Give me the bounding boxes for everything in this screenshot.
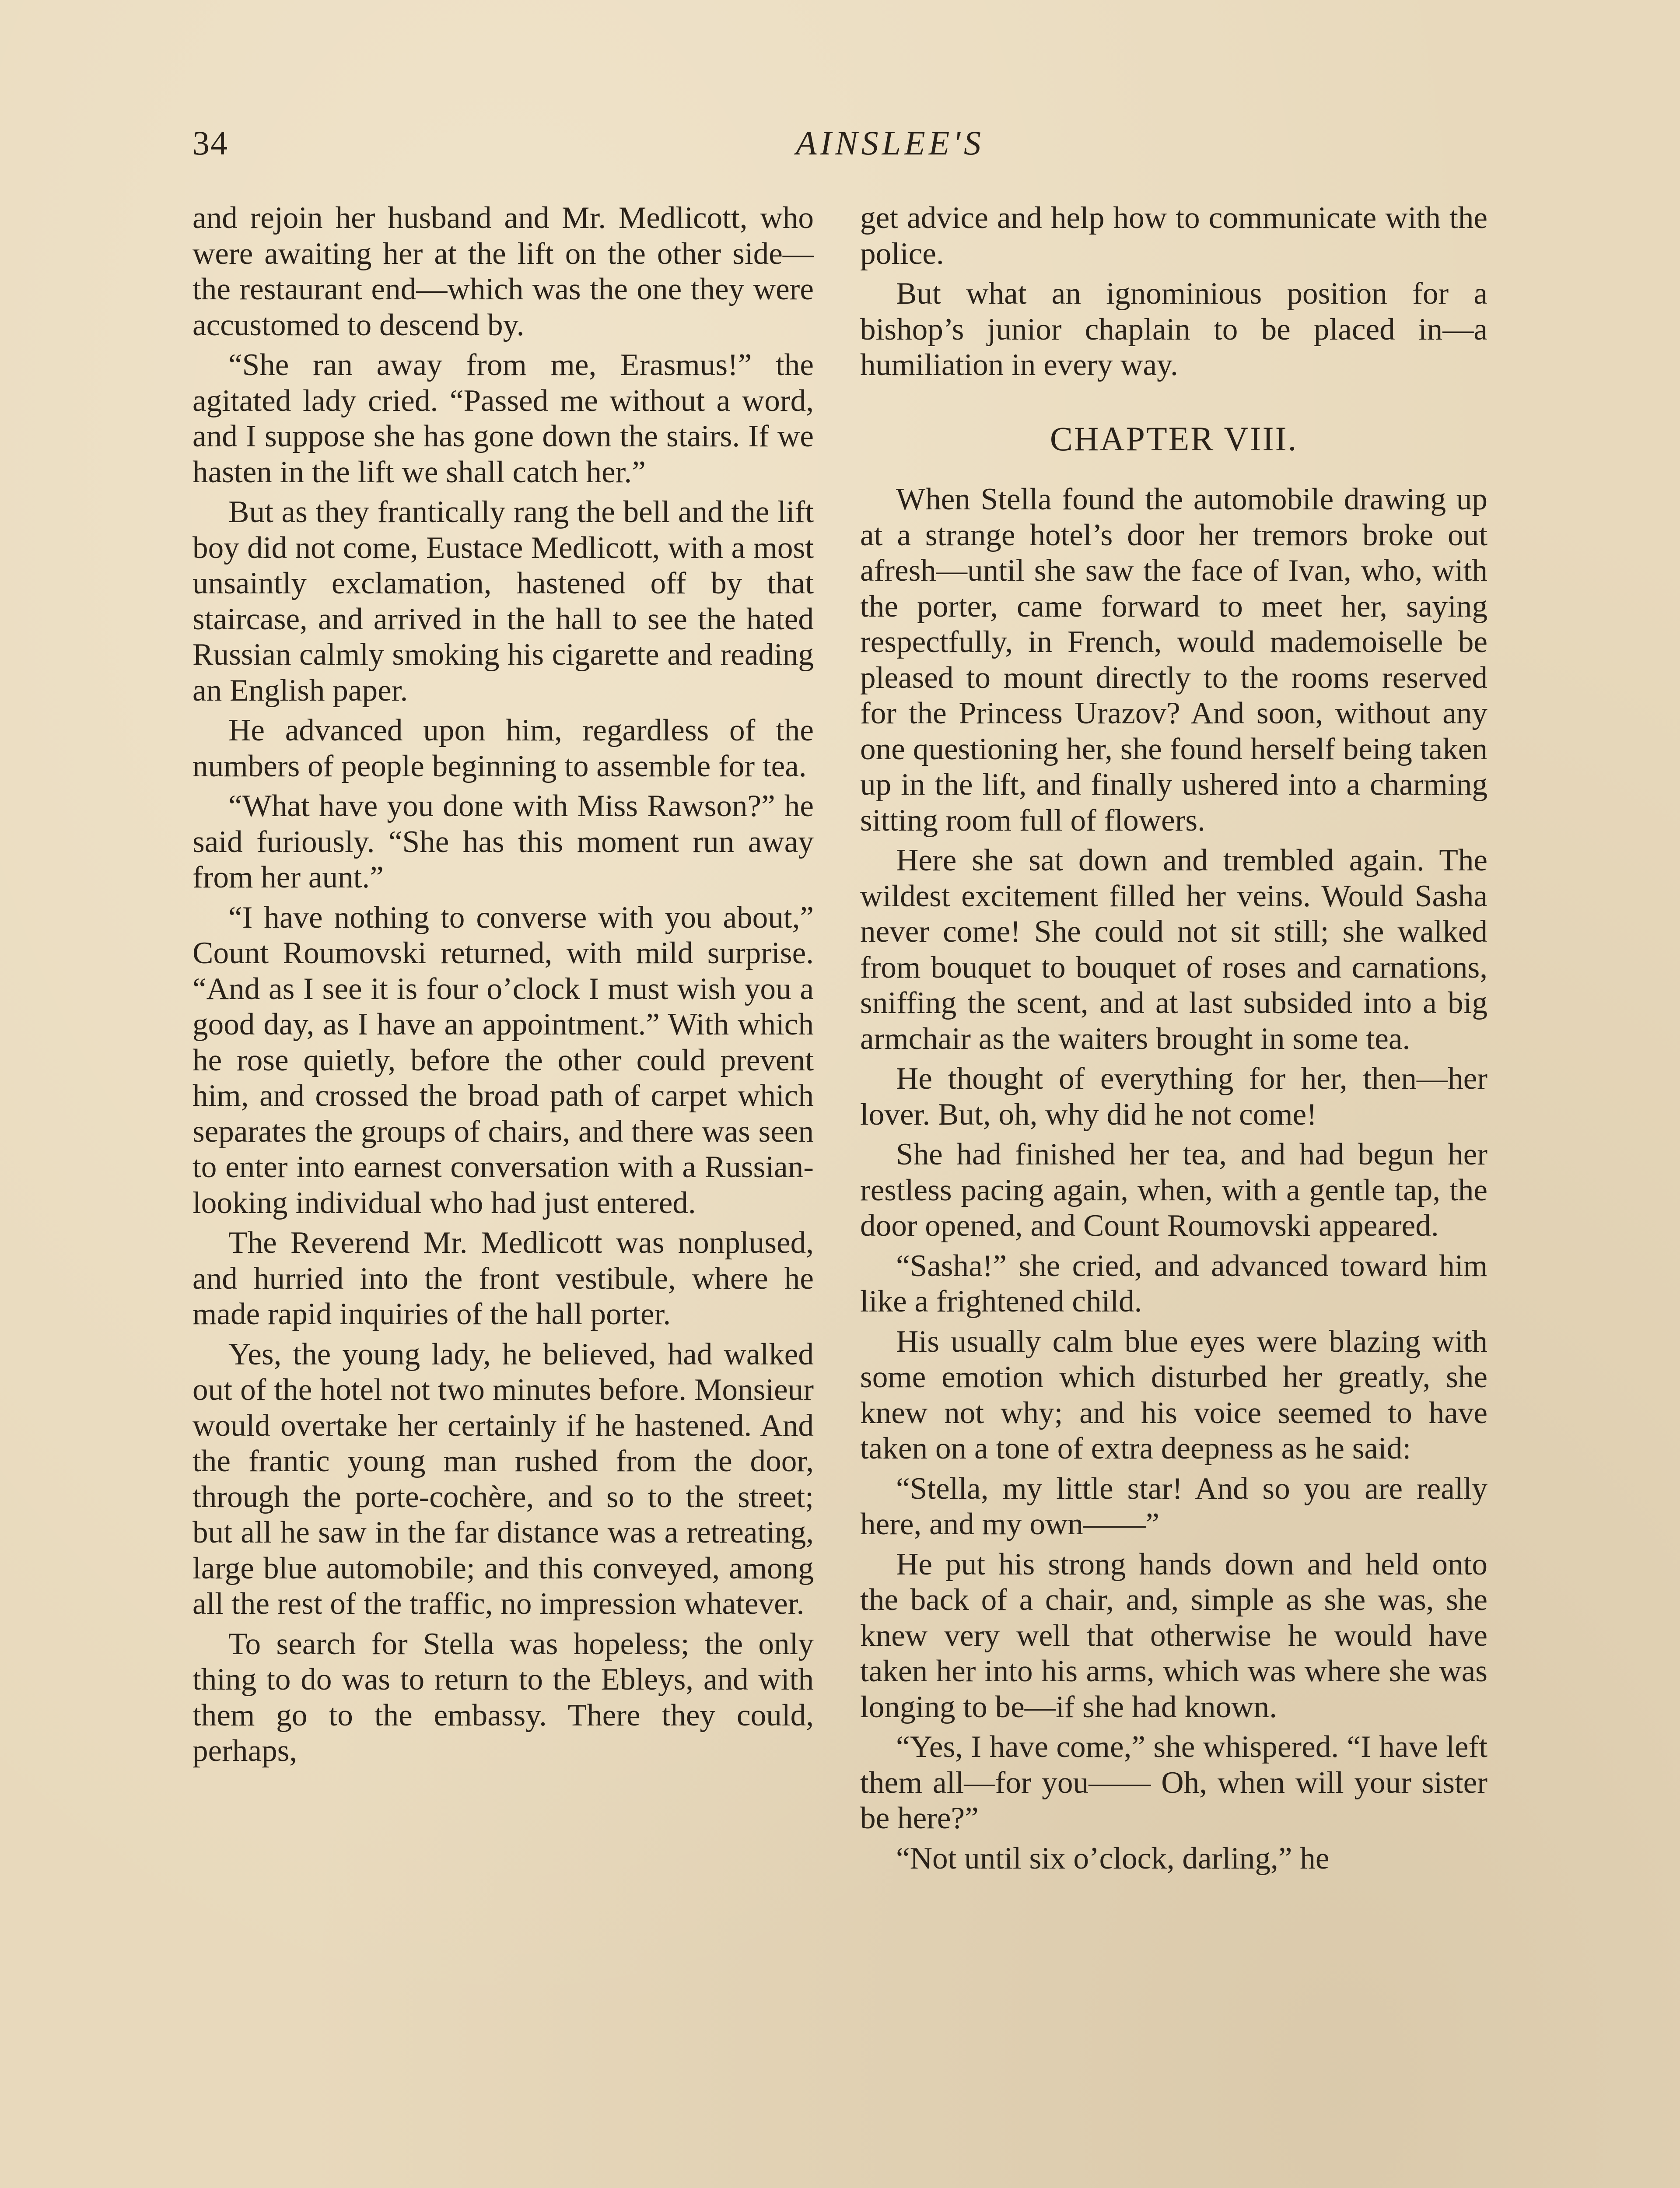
paragraph: He advanced upon him, regardless of the numbers of people beginning to assemble for tea. xyxy=(192,713,814,783)
paragraph: Here she sat down and trembled again. The wildest excitement filled her veins. Would Sasha never come! She could not sit still; she walked from bouquet to bouquet of roses and carnations, sniffing the scent, and at last subsided into a big armchair as the waiters brought in some tea. xyxy=(860,843,1488,1056)
paragraph: “She ran away from me, Erasmus!” the agitated lady cried. “Passed me without a word, and I suppose she has gone down the stairs. If we hasten in the lift we shall catch her.” xyxy=(192,348,814,489)
paragraph: He thought of everything for her, then—her lover. But, oh, why did he not come! xyxy=(860,1062,1488,1132)
page-number: 34 xyxy=(192,124,228,162)
chapter-heading: CHAPTER VIII. xyxy=(1050,419,1298,458)
paragraph: But as they frantically rang the bell and the lift boy did not come, Eustace Medlicott, with a most unsaintly exclamation, hastened off by that staircase, and arrived in the hall to see the hated Russian calmly smoking his cigarette and reading an English paper. xyxy=(192,495,814,708)
paragraph: “Yes, I have come,” she whispered. “I have left them all—for you—— Oh, when will your sister be here?” xyxy=(860,1730,1488,1835)
paragraph: “Stella, my little star! And so you are really here, and my own——” xyxy=(860,1471,1488,1541)
page-header xyxy=(192,115,1505,176)
paragraph: “What have you done with Miss Rawson?” he said furiously. “She has this moment run away from her aunt.” xyxy=(192,789,814,894)
paragraph: She had finished her tea, and had begun her restless pacing again, when, with a gentle tap, the door opened, and Count Roumovski appeared. xyxy=(860,1137,1488,1243)
paragraph: When Stella found the automobile drawing up at a strange hotel’s door her tremors broke out afresh—until she saw the face of Ivan, who, with the porter, came forward to meet her, saying respectfully, in French, would mademoiselle be pleased to mount directly to the rooms reserved for the Princess Urazov? And soon, without any one questioning her, she found herself being taken up in the lift, and finally ushered into a charming sitting room full of flowers. xyxy=(860,482,1488,838)
paragraph: and rejoin her husband and Mr. Medlicott, who were awaiting her at the lift on the other side—the restaurant end—which was the one they were accustomed to descend by. xyxy=(192,201,814,342)
paragraph: “Sasha!” she cried, and advanced toward him like a frightened child. xyxy=(860,1248,1488,1318)
left-column xyxy=(192,200,814,1774)
right-column xyxy=(860,200,1488,1881)
paragraph: Yes, the young lady, he believed, had walked out of the hotel not two minutes before. Monsieur would overtake her certainly if he hastened. And the frantic young man rushed from the door, through the porte-cochère, and so to the street; but all he saw in the far distance was a retreating, large blue automobile; and this conveyed, among all the rest of the traffic, no impression whatever. xyxy=(192,1337,814,1621)
paragraph: His usually calm blue eyes were blazing with some emotion which disturbed her greatly, she knew not why; and his voice seemed to have taken on a tone of extra deepness as he said: xyxy=(860,1324,1488,1466)
paragraph: “Not until six o’clock, darling,” he xyxy=(896,1841,1330,1876)
running-title: AINSLEE'S xyxy=(796,124,984,162)
paragraph: To search for Stella was hopeless; the only thing to do was to return to the Ebleys, and with them go to the embassy. There they could, perhaps, xyxy=(192,1627,814,1768)
paragraph: But what an ignominious position for a bishop’s junior chaplain to be placed in—a humiliation in every way. xyxy=(860,277,1488,382)
paragraph: “I have nothing to converse with you about,” Count Roumovski returned, with mild surprise. “And as I see it is four o’clock I must wish you a good day, as I have an appointment.” With which he rose quietly, before the other could prevent him, and crossed the broad path of carpet which separates the groups of chairs, and there was seen to enter into earnest conversation with a Russian-looking individual who had just entered. xyxy=(192,900,814,1220)
paragraph: He put his strong hands down and held onto the back of a chair, and, simple as she was, she knew very well that otherwise he would have taken her into his arms, which was where she was longing to be—if she had known. xyxy=(860,1547,1488,1724)
paragraph: get advice and help how to communicate with the police. xyxy=(860,201,1488,271)
paragraph: The Reverend Mr. Medlicott was nonplused, and hurried into the front vestibule, where he made rapid inquiries of the hall porter. xyxy=(192,1226,814,1331)
